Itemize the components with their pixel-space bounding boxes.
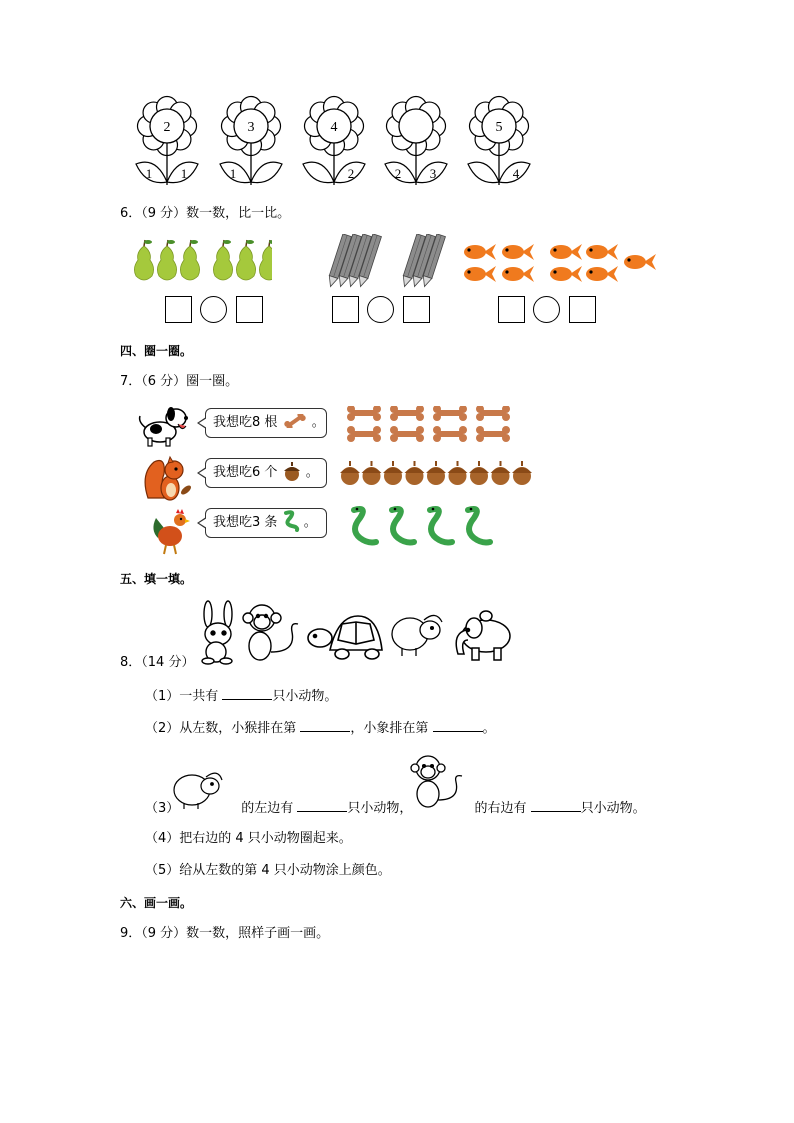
acorn-group: [340, 460, 538, 488]
answer-blank[interactable]: [300, 718, 350, 732]
elephant-icon: [456, 611, 510, 660]
section-6-title: 六、画一画。: [120, 896, 193, 910]
flower-center-number: 3: [247, 120, 255, 135]
goldfish-icon: [586, 266, 618, 282]
rooster-icon: [150, 508, 192, 556]
compare-circle[interactable]: [200, 296, 227, 323]
pear-icon: [134, 240, 153, 280]
acorn-icon: [426, 461, 446, 485]
goldfish-icon: [464, 244, 496, 260]
question-7-title: 7．（6 分）圈一圈。: [120, 374, 239, 389]
flower: [383, 94, 449, 186]
answer-box[interactable]: [498, 296, 525, 323]
goldfish-icon: [502, 266, 534, 282]
worm-group: [346, 502, 506, 550]
flower: [134, 94, 200, 186]
worm-icon: [468, 508, 490, 543]
answer-blank[interactable]: [297, 798, 347, 812]
question-8-title: 8．（14 分）: [120, 655, 195, 670]
pear-icon: [180, 240, 199, 280]
bone-group: [346, 406, 518, 444]
leaf-number: 4: [512, 166, 520, 181]
flower-center-number: 4: [330, 120, 338, 135]
answer-box[interactable]: [569, 296, 596, 323]
bone-icon: [347, 426, 381, 442]
acorn-icon: [469, 461, 489, 485]
bone-icon: [476, 406, 510, 421]
section-4-title: 四、圈一圈。: [120, 344, 193, 358]
speech-text: 我想吃6 个: [213, 465, 278, 480]
speech-text: 我想吃8 根: [213, 415, 278, 430]
dog-icon: [134, 402, 192, 448]
leaf-number: 1: [229, 166, 237, 181]
flower: [466, 94, 532, 186]
q8-item-3: （3） 的左边有 只小动物， 的右边有 只小动物。: [145, 798, 646, 818]
turtle-icon: [308, 616, 382, 659]
goldfish-icon: [624, 254, 656, 270]
acorn-icon: [282, 461, 302, 481]
flower-center-number: 5: [495, 120, 503, 135]
pear-icon: [259, 240, 272, 280]
acorn-icon: [383, 461, 403, 485]
q8-item-1: （1）一共有 只小动物。: [145, 686, 337, 706]
q8-item-2: （2）从左数，小猴排在第 ，小象排在第 。: [145, 718, 496, 738]
q8-item-5: （5）给从左数的第 4 只小动物涂上颜色。: [145, 863, 391, 878]
bone-icon: [282, 414, 308, 428]
leaf-number: 3: [429, 166, 437, 181]
flower-center-number: 2: [163, 120, 171, 135]
worm-icon: [282, 510, 300, 532]
goldfish-icon: [502, 244, 534, 260]
worm-icon: [354, 508, 376, 543]
pencil-group: [318, 234, 446, 290]
answer-box[interactable]: [403, 296, 430, 323]
bone-icon: [433, 406, 467, 421]
acorn-icon: [405, 461, 425, 485]
flower: [218, 94, 284, 186]
speech-bubble-squirrel: 我想吃6 个 。: [205, 458, 327, 488]
answer-blank[interactable]: [222, 686, 272, 700]
pear-icon: [213, 240, 232, 280]
squirrel-icon: [140, 454, 196, 504]
leaf-number: 1: [145, 166, 153, 181]
goldfish-icon: [550, 244, 582, 260]
goldfish-icon: [464, 266, 496, 282]
answer-blank[interactable]: [433, 718, 483, 732]
animal-row: [196, 600, 522, 666]
sheep-icon: [392, 615, 442, 656]
answer-box[interactable]: [236, 296, 263, 323]
speech-bubble-dog: 我想吃8 根 。: [205, 408, 327, 438]
pear-icon: [236, 240, 255, 280]
acorn-icon: [362, 461, 382, 485]
leaf-number: 1: [180, 166, 188, 181]
question-6-title: 6．（9 分）数一数，比一比。: [120, 206, 291, 221]
goldfish-icon: [550, 266, 582, 282]
speech-text: 我想吃3 条: [213, 515, 278, 530]
goldfish-group: [462, 238, 666, 288]
answer-box[interactable]: [332, 296, 359, 323]
acorn-icon: [448, 461, 468, 485]
bone-icon: [433, 426, 467, 442]
acorn-icon: [340, 461, 360, 485]
leaf-number: 2: [347, 166, 355, 181]
flower: [301, 94, 367, 186]
rabbit-icon: [202, 601, 232, 664]
answer-blank[interactable]: [531, 798, 581, 812]
pear-group: [132, 238, 272, 284]
goldfish-icon: [586, 244, 618, 260]
leaf-number: 2: [394, 166, 402, 181]
bone-icon: [390, 426, 424, 442]
bone-icon: [390, 406, 424, 421]
speech-bubble-rooster: 我想吃3 条 。: [205, 508, 327, 538]
q8-item-4: （4）把右边的 4 只小动物圈起来。: [145, 831, 352, 846]
compare-circle[interactable]: [533, 296, 560, 323]
bone-icon: [476, 426, 510, 442]
answer-box[interactable]: [165, 296, 192, 323]
section-5-title: 五、填一填。: [120, 572, 193, 586]
worm-icon: [430, 508, 452, 543]
monkey-icon: [243, 605, 298, 660]
worm-icon: [392, 508, 414, 543]
acorn-icon: [491, 461, 511, 485]
pear-icon: [157, 240, 176, 280]
compare-circle[interactable]: [367, 296, 394, 323]
acorn-icon: [512, 461, 532, 485]
bone-icon: [347, 406, 381, 421]
question-9-title: 9．（9 分）数一数，照样子画一画。: [120, 926, 330, 941]
